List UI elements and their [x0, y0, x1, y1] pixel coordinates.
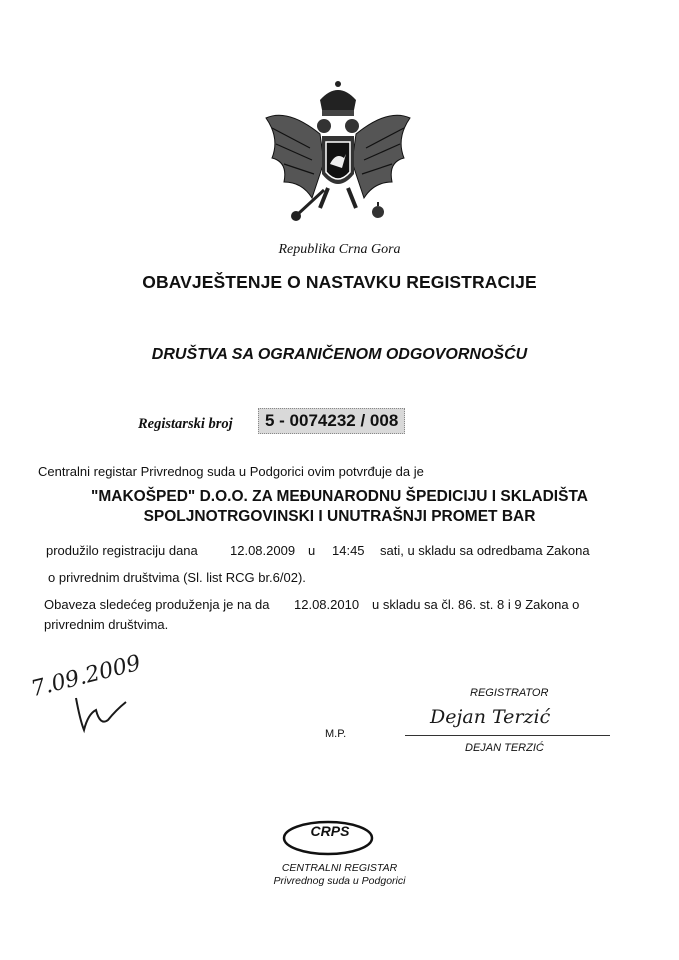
registrator-label: REGISTRATOR	[470, 687, 549, 699]
signature-line	[405, 735, 610, 736]
stamp-line-1: CENTRALNI REGISTAR	[281, 862, 398, 874]
extended-prefix: produžilo registraciju dana	[46, 543, 198, 558]
intro-text: Centralni registar Privrednog suda u Podgorici ovim potvrđuje da je	[38, 464, 424, 479]
next-line-2: privrednim društvima.	[44, 617, 169, 632]
mp-label: M.P.	[325, 728, 347, 740]
extended-date: 12.08.2009	[230, 543, 296, 558]
handwritten-date-note: 7.09.2009	[28, 650, 144, 703]
extended-suffix: sati, u skladu sa odredbama Zakona	[380, 543, 590, 558]
registrator-name: DEJAN TERZIĆ	[465, 742, 544, 754]
next-suffix: u skladu sa čl. 86. st. 8 i 9 Zakona o	[372, 597, 580, 612]
registrator-signature: Dejan Terzić	[430, 706, 551, 728]
company-name	[0, 487, 679, 527]
company-line-1: "MAKOŠPED" D.O.O. ZA MEĐUNARODNU ŠPEDICIJU I SKLADIŠTA	[91, 488, 588, 505]
document-title: OBAVJEŠTENJE O NASTAVKU REGISTRACIJE	[142, 272, 537, 292]
stamp-line-2: Privrednog suda u Podgorici	[273, 875, 406, 887]
republika-caption: Republika Crna Gora	[278, 242, 401, 257]
registration-label: Registarski broj	[138, 416, 233, 432]
law-line: o privrednim društvima (Sl. list RCG br.6/02).	[48, 570, 306, 585]
extended-time: 14:45	[332, 543, 365, 558]
coat-of-arms-image	[258, 78, 418, 236]
handwritten-initials	[70, 690, 140, 736]
crps-logo-text: CRPS	[310, 823, 350, 839]
registration-number: 5 - 0074232 / 008	[258, 408, 405, 434]
document-subtitle: DRUŠTVA SA OGRANIČENOM ODGOVORNOŠĆU	[151, 346, 528, 363]
next-date: 12.08.2010	[294, 597, 360, 612]
time-prefix: u	[308, 543, 316, 558]
next-prefix: Obaveza sledećeg produženja je na da	[44, 597, 270, 612]
company-line-2: SPOLJNOTRGOVINSKI I UNUTRAŠNJI PROMET BAR	[143, 508, 536, 525]
